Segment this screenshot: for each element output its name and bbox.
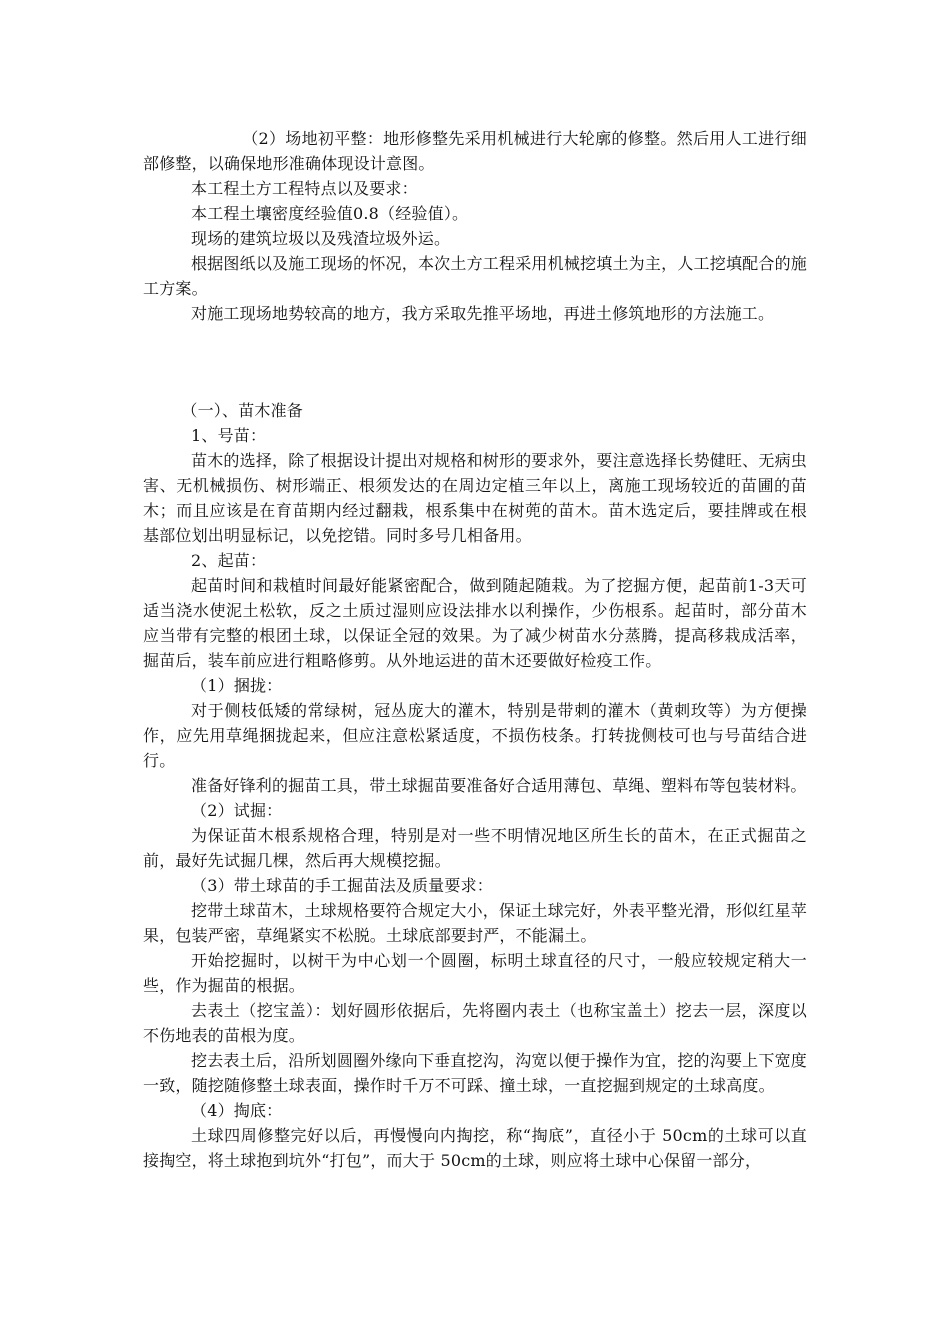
binding-title: （1）捆拢：: [191, 676, 283, 695]
trial-dig-paragraph: 为保证苗木根系规格合理，特别是对一些不明情况地区所生长的苗木，在正式掘苗之前，最好先试掘几棵，然后再大规模挖掘。: [143, 826, 807, 870]
tools-paragraph: 准备好锋利的掘苗工具，带土球掘苗要准备好合适用薄包、草绳、塑料布等包装材料。: [191, 776, 807, 795]
circle-marking-paragraph: 开始挖掘时，以树干为中心划一个圆圈，标明土球直径的尺寸，一般应较规定稍大一些，作为掘苗的根据。: [143, 951, 807, 995]
root-ball-quality-paragraph: 挖带土球苗木，土球规格要符合规定大小，保证土球完好，外表平整光滑，形似红星苹果，包装严密，草绳紧实不松脱。土球底部要封严，不能漏土。: [143, 901, 807, 945]
high-ground-paragraph: 对施工现场地势较高的地方，我方采取先推平场地，再进土修筑地形的方法施工。: [191, 304, 775, 323]
marking-paragraph: 苗木的选择，除了根据设计提出对规格和树形的要求外，要注意选择长势健旺、无病虫害、无机械损伤、树形端正、根须发达的在周边定植三年以上，离施工现场较近的苗圃的苗木；而且应该是在育苗期内经过翻栽，根系集中在树蔸的苗木。苗木选定后，要挂牌或在根基部位划出明显标记，以免挖错。同时多号几相备用。: [143, 451, 807, 545]
seedling-prep-heading: （一）、苗木准备: [181, 401, 303, 420]
undercut-paragraph: 土球四周修整完好以后，再慢慢向内掏挖，称“掏底”，直径小于 50cm的土球可以直接掏空，将土球抱到坑外“打包”，而大于 50cm的土球，则应将土球中心保留一部分，: [143, 1126, 807, 1170]
root-ball-title: （3）带土球苗的手工掘苗法及质量要求：: [191, 876, 493, 895]
trial-dig-title: （2）试掘：: [191, 801, 283, 820]
lifting-title: 2、起苗：: [191, 551, 267, 570]
binding-paragraph: 对于侧枝低矮的常绿树，冠丛庞大的灌木，特别是带刺的灌木（黄刺玫等）为方便操作，应先用草绳捆拢起来，但应注意松紧适度，不损伤枝条。打转拢侧枝可也与号苗结合进行。: [143, 701, 807, 770]
construction-plan-paragraph: 根据图纸以及施工现场的怀况，本次土方工程采用机械挖填土为主，人工挖填配合的施工方案。: [143, 254, 807, 298]
seedling-section: [143, 398, 807, 1173]
topsoil-removal-paragraph: 去表土（挖宝盖）：划好圆形依据后，先将圈内表土（也称宝盖土）挖去一层，深度以不伤地表的苗根为度。: [143, 1001, 807, 1045]
soil-density-paragraph: 本工程土壤密度经验值0.8（经验值）。: [191, 204, 469, 223]
lifting-paragraph: 起苗时间和栽植时间最好能紧密配合，做到随起随栽。为了挖掘方便，起苗前1-3天可适当浇水使泥土松软，反之土质过湿则应设法排水以利操作，少伤根系。起苗时，部分苗木应当带有完整的根团土球，以保证全冠的效果。为了减少树苗水分蒸腾，提高移栽成活率，掘苗后，装车前应进行粗略修剪。从外地运进的苗木还要做好检疫工作。: [143, 576, 807, 670]
site-leveling-paragraph: （2）场地初平整：地形修整先采用机械进行大轮廓的修整。然后用人工进行细部修整，以确保地形准确体现设计意图。: [143, 129, 807, 173]
earthwork-requirements-heading: 本工程土方工程特点以及要求：: [191, 179, 418, 198]
marking-title: 1、号苗：: [191, 426, 267, 445]
waste-removal-paragraph: 现场的建筑垃圾以及残渣垃圾外运。: [191, 229, 451, 248]
undercut-title: （4）掏底：: [191, 1101, 283, 1120]
trench-digging-paragraph: 挖去表土后，沿所划圆圈外缘向下垂直挖沟，沟宽以便于操作为宜，挖的沟要上下宽度一致，随挖随修整土球表面，操作时千万不可踩、撞土球，一直挖掘到规定的土球高度。: [143, 1051, 807, 1095]
earthwork-section: [143, 126, 807, 326]
